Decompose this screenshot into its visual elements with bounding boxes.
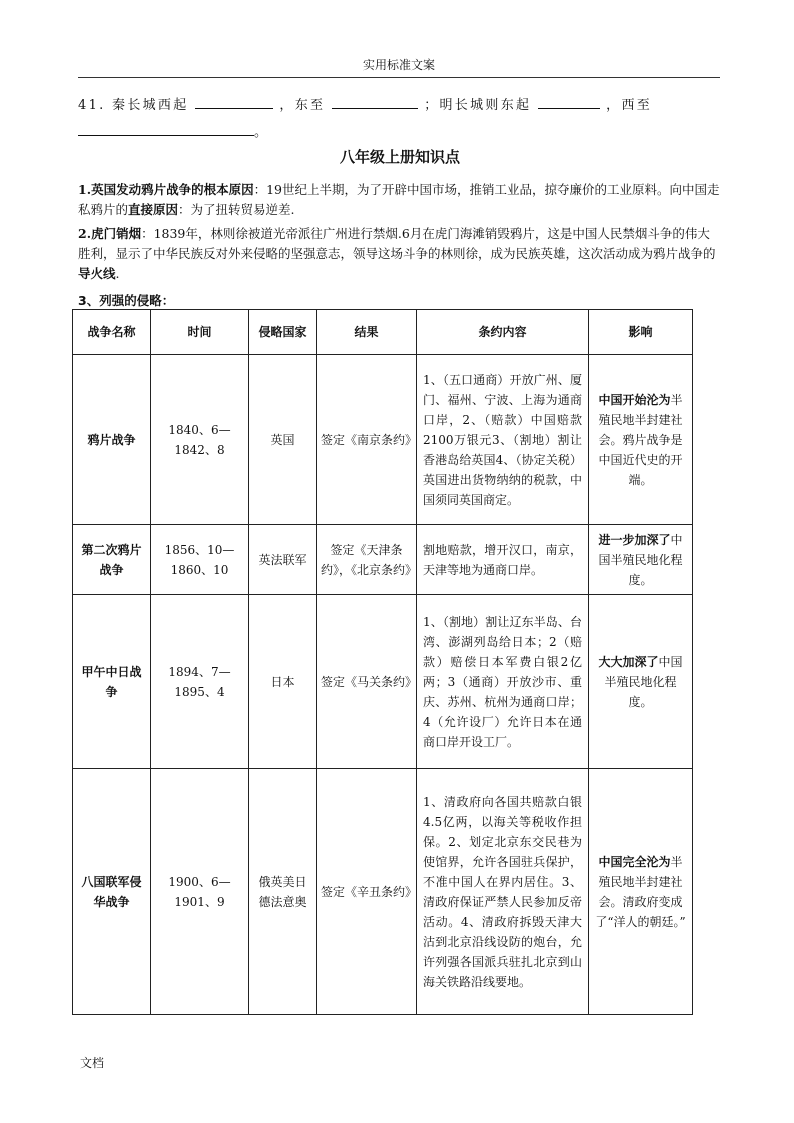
war-result: 签定《天津条约》，《北京条约》 — [317, 525, 417, 595]
war-name: 第二次鸦片战争 — [73, 525, 151, 595]
treaty-content: 割地赔款，增开汉口，南京，天津等地为通商口岸。 — [417, 525, 589, 595]
war-time: 1894、7—1895、4 — [151, 595, 249, 769]
table-row — [73, 769, 693, 1015]
header-war-name: 战争名称 — [73, 310, 151, 355]
war-country: 英国 — [249, 355, 317, 525]
p1-text-1: ：19世纪上半期，为了开辟中国市场，推销工业品，掠夺廉价的工业原料。向中国走私鸦片的 — [78, 182, 720, 217]
page-header: 实用标准文案 — [78, 56, 720, 78]
war-time: 1856、10—1860、10 — [151, 525, 249, 595]
impact-emphasis: 进一步加深了 — [598, 532, 671, 547]
impact-text: 半殖民地半封建社会。鸦片战争是中国近代史的开端。 — [598, 392, 683, 487]
impact-emphasis: 大大加深了 — [598, 654, 659, 669]
table-header-row — [73, 310, 693, 355]
war-name: 鸦片战争 — [73, 355, 151, 525]
header-impact: 影响 — [589, 310, 693, 355]
question-end: 。 — [254, 125, 270, 140]
question-text-1: 秦长城西起 — [112, 98, 189, 113]
p1-number: 1. — [78, 182, 92, 197]
table-row — [73, 525, 693, 595]
p2-text-1: ：1839年，林则徐被道光帝派往广州进行禁烟.6月在虎门海滩销毁鸦片，这是中国人民禁烟斗争的伟大胜利，显示了中华民族反对外来侵略的坚强意志，领导这场斗争的林则徐，成为民族英雄，这次活动成为鸦片战争的 — [78, 226, 716, 261]
p2-text-2: . — [115, 266, 120, 281]
answer-blank-1[interactable] — [195, 94, 273, 109]
impact-text: 半殖民地半封建社会。清政府变成了“洋人的朝廷。” — [595, 854, 686, 929]
question-text-2: ，东至 — [279, 98, 326, 113]
header-treaty-content: 条约内容 — [417, 310, 589, 355]
question-text-3: ；明长城则东起 — [424, 98, 532, 113]
war-impact — [589, 769, 693, 1015]
war-impact — [589, 355, 693, 525]
p1-label-direct-cause: 直接原因 — [128, 202, 179, 217]
answer-blank-3[interactable] — [538, 94, 600, 109]
p1-label-root-cause: 英国发动鸦片战争的根本原因 — [91, 182, 254, 197]
war-name: 八国联军侵华战争 — [73, 769, 151, 1015]
question-number: 41. — [78, 98, 106, 113]
impact-text: 中国半殖民地化程度。 — [604, 654, 683, 709]
treaty-content: 1、（割地）割让辽东半岛、台湾、澎湖列岛给日本；2（赔款）赔偿日本军费白银2亿两；3（通商）开放沙市、重庆、苏州、杭州为通商口岸；4（允许设厂）允许日本在通商口岸开设工厂。 — [417, 595, 589, 769]
answer-blank-4[interactable] — [78, 121, 254, 136]
impact-text: 中国半殖民地化程度。 — [598, 532, 683, 587]
war-impact — [589, 525, 693, 595]
p2-label-trigger: 导火线 — [78, 266, 116, 281]
header-time: 时间 — [151, 310, 249, 355]
war-time: 1840、6—1842、8 — [151, 355, 249, 525]
war-country: 日本 — [249, 595, 317, 769]
p2-label-humen: 虎门销烟 — [91, 226, 142, 241]
section-title: 八年级上册知识点 — [339, 148, 460, 166]
header-country: 侵略国家 — [249, 310, 317, 355]
treaty-content: 1、清政府向各国共赔款白银4.5亿两，以海关等税收作担保。2、划定北京东交民巷为使馆界，允许各国驻兵保护，不准中国人在界内居住。3、清政府保证严禁人民参加反帝活动。4、清政府拆毁天津大沽到北京沿线设防的炮台，允许列强各国派兵驻扎北京到山海关铁路沿线要地。 — [417, 769, 589, 1015]
question-41 — [78, 92, 722, 146]
war-name: 甲午中日战争 — [73, 595, 151, 769]
p1-text-2: ：为了扭转贸易逆差. — [178, 202, 295, 217]
paragraph-3-heading: 3、列强的侵略： — [78, 293, 175, 308]
paragraph-2 — [78, 224, 722, 284]
paragraph-1 — [78, 180, 722, 220]
p2-number: 2. — [78, 226, 92, 241]
treaty-content: 1、（五口通商）开放广州、厦门、福州、宁波、上海为通商口岸，2、（赔款）中国赔款2100万银元3、（割地）割让香港岛给英国4、（协定关税）英国进出货物纳纳的税款，中国须同英国商定。 — [417, 355, 589, 525]
war-result: 签定《南京条约》 — [317, 355, 417, 525]
invasion-table — [72, 309, 693, 1015]
table-row — [73, 595, 693, 769]
war-impact — [589, 595, 693, 769]
page-footer: 文档 — [80, 1056, 105, 1070]
war-result: 签定《马关条约》 — [317, 595, 417, 769]
header-result: 结果 — [317, 310, 417, 355]
table-row — [73, 355, 693, 525]
impact-emphasis: 中国开始沦为 — [598, 392, 671, 407]
impact-emphasis: 中国完全沦为 — [598, 854, 671, 869]
war-country: 俄英美日德法意奥 — [249, 769, 317, 1015]
war-country: 英法联军 — [249, 525, 317, 595]
war-time: 1900、6—1901、9 — [151, 769, 249, 1015]
war-result: 签定《辛丑条约》 — [317, 769, 417, 1015]
question-text-4: ，西至 — [606, 98, 653, 113]
answer-blank-2[interactable] — [332, 94, 418, 109]
